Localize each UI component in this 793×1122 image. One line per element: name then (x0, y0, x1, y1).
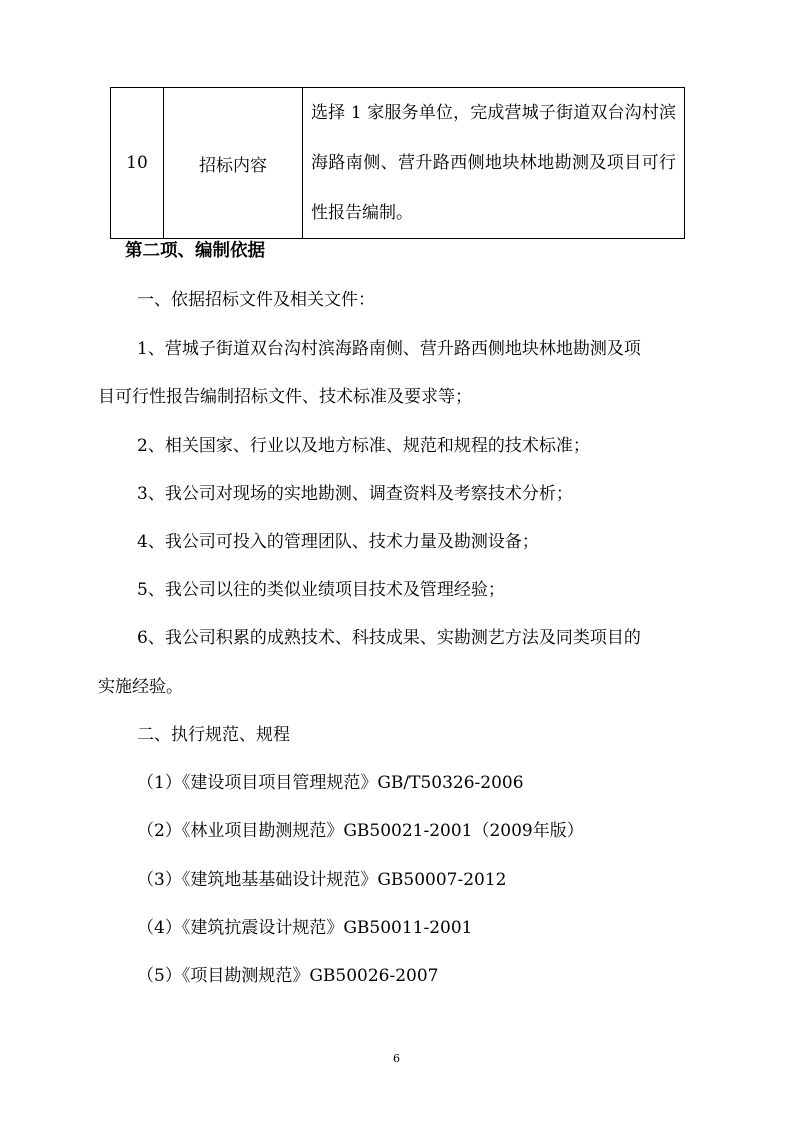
row-label-cell: 招标内容 (164, 88, 303, 239)
basis-item-6-line-1: 6、我公司积累的成熟技术、科技成果、实勘测艺方法及同类项目的 (137, 628, 641, 648)
part2-heading: 二、执行规范、规程 (137, 725, 290, 745)
standard-item-2: （2）《林业项目勘测规范》GB50021-2001（2009年版） (137, 821, 584, 841)
basis-item-5: 5、我公司以往的类似业绩项目技术及管理经验； (137, 580, 505, 600)
basis-item-6-line-2: 实施经验。 (98, 677, 183, 697)
standard-item-1: （1）《建设项目项目管理规范》GB/T50326-2006 (137, 773, 524, 793)
basis-item-1-line-1: 1、营城子街道双台沟村滨海路南侧、营升路西侧地块林地勘测及项 (137, 339, 641, 359)
table-row (111, 88, 685, 239)
row-content-cell: 选择 1 家服务单位，完成营城子街道双台沟村滨海路南侧、营升路西侧地块林地勘测及项目可行性报告编制。 (303, 88, 685, 239)
basis-item-3: 3、我公司对现场的实地勘测、调查资料及考察技术分析； (137, 484, 573, 504)
standard-item-4: （4）《建筑抗震设计规范》GB50011-2001 (137, 918, 473, 938)
row-number-cell: 10 (111, 88, 164, 239)
standard-item-5: （5）《项目勘测规范》GB50026-2007 (137, 966, 439, 986)
basis-item-1-line-2: 目可行性报告编制招标文件、技术标准及要求等； (98, 387, 472, 407)
part1-heading: 一、依据招标文件及相关文件： (137, 290, 375, 310)
basis-item-2: 2、相关国家、行业以及地方标准、规范和规程的技术标准； (137, 436, 590, 456)
standard-item-3: （3）《建筑地基基础设计规范》GB50007-2012 (137, 870, 507, 890)
bid-info-table (110, 87, 685, 239)
page-number: 6 (393, 1052, 400, 1065)
section-title: 第二项、编制依据 (125, 241, 265, 261)
basis-item-4: 4、我公司可投入的管理团队、技术力量及勘测设备； (137, 532, 539, 552)
